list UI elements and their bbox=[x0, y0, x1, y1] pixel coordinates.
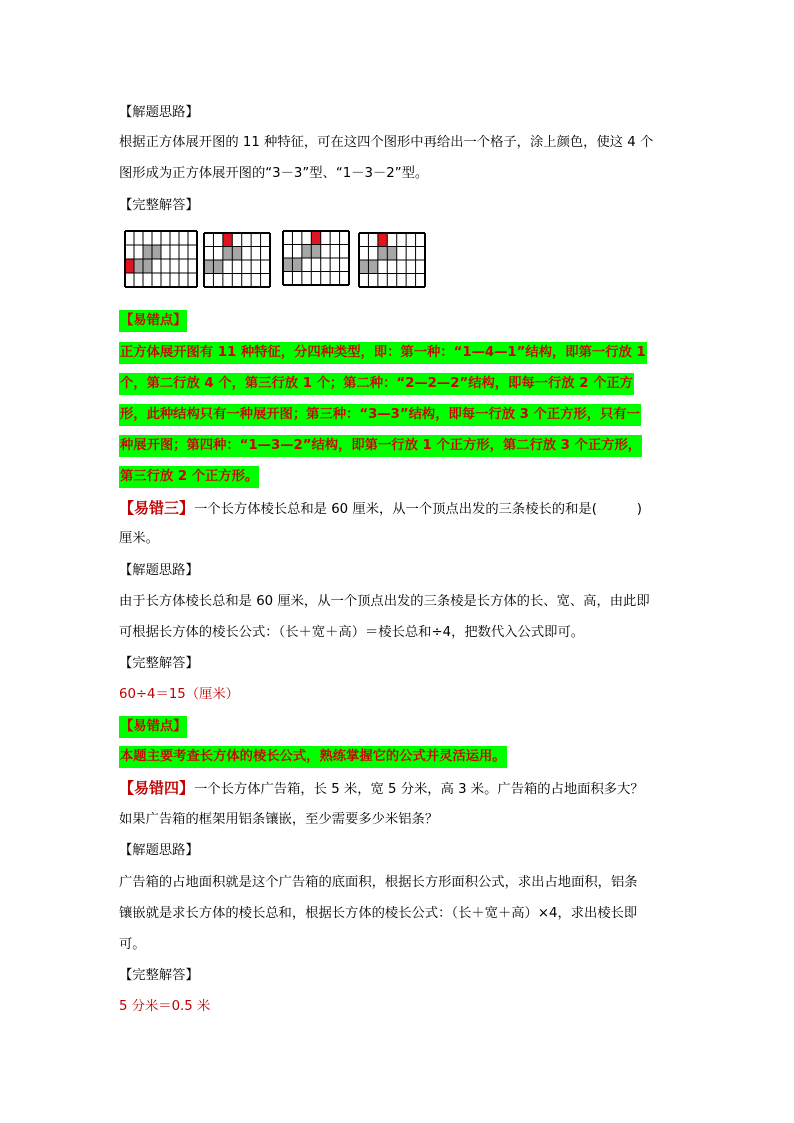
gray-square bbox=[213, 260, 222, 274]
mistake-text-2: 本题主要考查长方体的棱长公式，熟练掌握它的公式并灵活运用。 bbox=[119, 746, 507, 768]
mistake-line-3: 形，此种结构只有一种展开图；第三种：“3—3”结构，即每一行放 3 个正方形，只有一 bbox=[119, 404, 641, 426]
heading-thinking-3: 【解题思路】 bbox=[119, 843, 199, 858]
gray-square bbox=[152, 245, 161, 259]
heading-answer-1: 【完整解答】 bbox=[119, 198, 199, 213]
heading-mistake-2: 【易错点】 bbox=[119, 716, 187, 738]
gray-square bbox=[378, 247, 387, 261]
net-grid-4 bbox=[358, 232, 426, 288]
question-label-3: 【易错三】 bbox=[119, 499, 195, 517]
answer-3: 5 分米＝0.5 米 bbox=[119, 999, 211, 1014]
gray-square bbox=[302, 245, 311, 259]
question-text-4a: 一个长方体广告箱，长 5 米，宽 5 分米，高 3 米。广告箱的占地面积多大？ bbox=[194, 782, 644, 797]
thinking-text-3b: 镶嵌就是求长方体的棱长总和，根据长方体的棱长公式：（长＋宽＋高）×4，求出棱长即 bbox=[119, 906, 638, 921]
red-square bbox=[378, 233, 387, 247]
net-grid-3 bbox=[282, 230, 350, 286]
gray-square bbox=[292, 258, 301, 272]
thinking-text-2b: 可根据长方体的棱长公式：（长＋宽＋高）＝棱长总和÷4，把数代入公式即可。 bbox=[119, 625, 585, 640]
question-text-4b: 如果广告箱的框架用铝条镶嵌，至少需要多少米铝条？ bbox=[119, 812, 439, 827]
question-text-3b: 厘米。 bbox=[119, 531, 159, 546]
heading-thinking-1: 【解题思路】 bbox=[119, 105, 199, 120]
net-grid-1 bbox=[124, 230, 198, 288]
thinking-text-3a: 广告箱的占地面积就是这个广告箱的底面积，根据长方形面积公式，求出占地面积，铝条 bbox=[119, 875, 638, 890]
mistake-line-4: 种展开图；第四种：“1—3—2”结构，即第一行放 1 个正方形，第二行放 3 个正方形， bbox=[119, 435, 642, 457]
thinking-text-1b: 图形成为正方体展开图的“3－3”型、“1－3－2”型。 bbox=[119, 166, 429, 181]
heading-thinking-2: 【解题思路】 bbox=[119, 563, 199, 578]
question-4 bbox=[119, 778, 644, 800]
heading-answer-3: 【完整解答】 bbox=[119, 968, 199, 983]
answer-2: 60÷4＝15（厘米） bbox=[119, 687, 239, 702]
thinking-text-1a: 根据正方体展开图的 11 种特征，可在这四个图形中再给出一个格子，涂上颜色，使这 4 个 bbox=[119, 135, 654, 150]
question-3 bbox=[119, 498, 642, 520]
gray-square bbox=[359, 260, 368, 274]
mistake-line-2: 个，第二行放 4 个，第三行放 1 个；第二种：“2—2—2”结构，即每一行放 2 个正方 bbox=[119, 373, 634, 395]
heading-mistake-1: 【易错点】 bbox=[119, 310, 187, 332]
question-text-3a: 一个长方体棱长总和是 60 厘米，从一个顶点出发的三条棱长的和是( ) bbox=[194, 502, 642, 517]
red-square bbox=[125, 259, 134, 273]
gray-square bbox=[283, 258, 292, 272]
gray-square bbox=[368, 260, 377, 274]
gray-square bbox=[387, 247, 396, 261]
mistake-line-5: 第三行放 2 个正方形。 bbox=[119, 466, 259, 488]
gray-square bbox=[204, 260, 213, 274]
question-label-4: 【易错四】 bbox=[119, 779, 195, 797]
gray-square bbox=[311, 245, 320, 259]
thinking-text-2a: 由于长方体棱长总和是 60 厘米，从一个顶点出发的三条棱是长方体的长、宽、高，由此即 bbox=[119, 594, 650, 609]
heading-answer-2: 【完整解答】 bbox=[119, 656, 199, 671]
gray-square bbox=[143, 245, 152, 259]
net-grid-2 bbox=[203, 232, 271, 288]
red-square bbox=[223, 233, 232, 247]
mistake-line-1: 正方体展开图有 11 种特征，分四种类型，即：第一种：“1—4—1”结构，即第一行放 1 bbox=[119, 342, 647, 364]
gray-square bbox=[232, 247, 241, 261]
gray-square bbox=[134, 259, 143, 273]
thinking-text-3c: 可。 bbox=[119, 937, 146, 952]
gray-square bbox=[223, 247, 232, 261]
red-square bbox=[311, 231, 320, 245]
gray-square bbox=[143, 259, 152, 273]
